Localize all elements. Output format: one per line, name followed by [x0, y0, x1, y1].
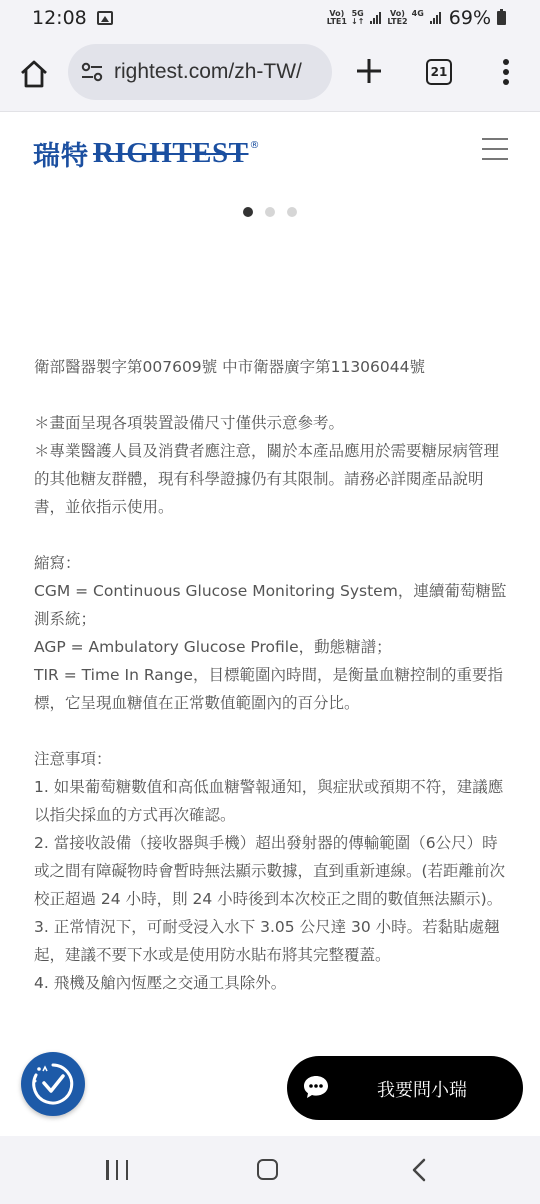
battery-icon [497, 11, 506, 25]
system-nav-bar [0, 1136, 540, 1204]
tab-switcher-button[interactable]: 21 [426, 59, 452, 85]
abbreviation-item: TIR = Time In Range，目標範圍內時間，是衡量血糖控制的重要指標，它呈現血糖值在正常數值範圍內的百分比。 [34, 666, 503, 712]
caution-item: 1. 如果葡萄糖數值和高低血糖警報通知，與症狀或預期不符，建議應以指尖採血的方式再次確認。 [34, 778, 504, 824]
url-bar[interactable] [68, 44, 332, 100]
signal-icon [370, 12, 381, 24]
abbreviation-title: 縮寫： [34, 554, 81, 572]
logo-english: RIGHTEST [93, 137, 249, 169]
browser-toolbar [0, 36, 540, 112]
home-icon [19, 59, 49, 89]
site-settings-icon[interactable] [80, 62, 104, 82]
carousel-dot-2[interactable] [265, 207, 275, 217]
status-bar [0, 0, 540, 36]
4g-icon: 4G [411, 9, 424, 18]
hamburger-menu-icon[interactable] [482, 138, 508, 160]
accessibility-check-icon [30, 1061, 76, 1107]
abbreviation-item: AGP = Ambulatory Glucose Profile，動態糖譜； [34, 638, 392, 656]
caution-item: 3. 正常情況下，可耐受浸入水下 3.05 公尺達 30 小時。若黏貼處翹起，建議不要下水或是使用防水貼布將其完整覆蓋。 [34, 918, 500, 964]
chat-label[interactable]: 我要問小瑞 [377, 1080, 467, 1101]
caution-title: 注意事項： [34, 750, 112, 768]
url-text[interactable]: rightest.com/zh-TW/ [114, 60, 302, 83]
image-notification-icon [97, 11, 113, 25]
volte-lte1-icon: Vo) LTE1 [326, 9, 347, 26]
site-header [0, 112, 540, 192]
rightest-logo[interactable] [33, 134, 260, 173]
carousel-dot-1[interactable] [243, 207, 253, 217]
signal-icon-2 [430, 12, 441, 24]
home-nav-icon[interactable] [257, 1159, 278, 1180]
more-menu-button[interactable] [498, 56, 514, 88]
license-number: 衛部醫器製字第007609號 中市衛器廣字第11306044號 [34, 358, 425, 376]
logo-chinese: 瑞特 [33, 141, 89, 172]
status-time: 12:08 [32, 7, 87, 29]
registered-mark: ® [249, 140, 260, 151]
home-button[interactable] [18, 58, 50, 90]
back-icon[interactable] [408, 1158, 430, 1182]
caution-item: 4. 飛機及艙內恆壓之交通工具除外。 [34, 974, 287, 992]
note-item: ＊專業醫護人員及消費者應注意，關於本產品應用於需要糖尿病管理的其他糖友群體，現有科學證據仍有其限制。請務必詳閱產品說明書，並依指示使用。 [34, 442, 500, 516]
battery-percent: 69% [448, 7, 491, 29]
volte-lte2-icon: Vo) LTE2 [387, 9, 408, 26]
status-indicators [327, 7, 506, 29]
disclaimer-content [34, 353, 508, 997]
carousel-dot-3[interactable] [287, 207, 297, 217]
carousel-dots [0, 207, 540, 217]
5g-icon: 5G ↓↑ [350, 9, 365, 26]
abbreviation-item: CGM = Continuous Glucose Monitoring System，連續葡萄糖監測系統； [34, 582, 507, 628]
accessibility-button[interactable] [21, 1052, 85, 1116]
note-item: ＊畫面呈現各項裝置設備尺寸僅供示意參考。 [34, 414, 345, 432]
new-tab-button[interactable] [354, 56, 384, 86]
chat-button[interactable] [287, 1056, 523, 1120]
caution-item: 2. 當接收設備（接收器與手機）超出發射器的傳輸範圍（6公尺）時或之間有障礙物時會暫時無法顯示數據，直到重新連線。(若距離前次校正超過 24 小時，則 24 小時後到本次校正之間的數值無法顯示)。 [34, 834, 506, 908]
chat-bubble-icon [303, 1075, 329, 1099]
recent-apps-icon[interactable] [106, 1160, 128, 1180]
